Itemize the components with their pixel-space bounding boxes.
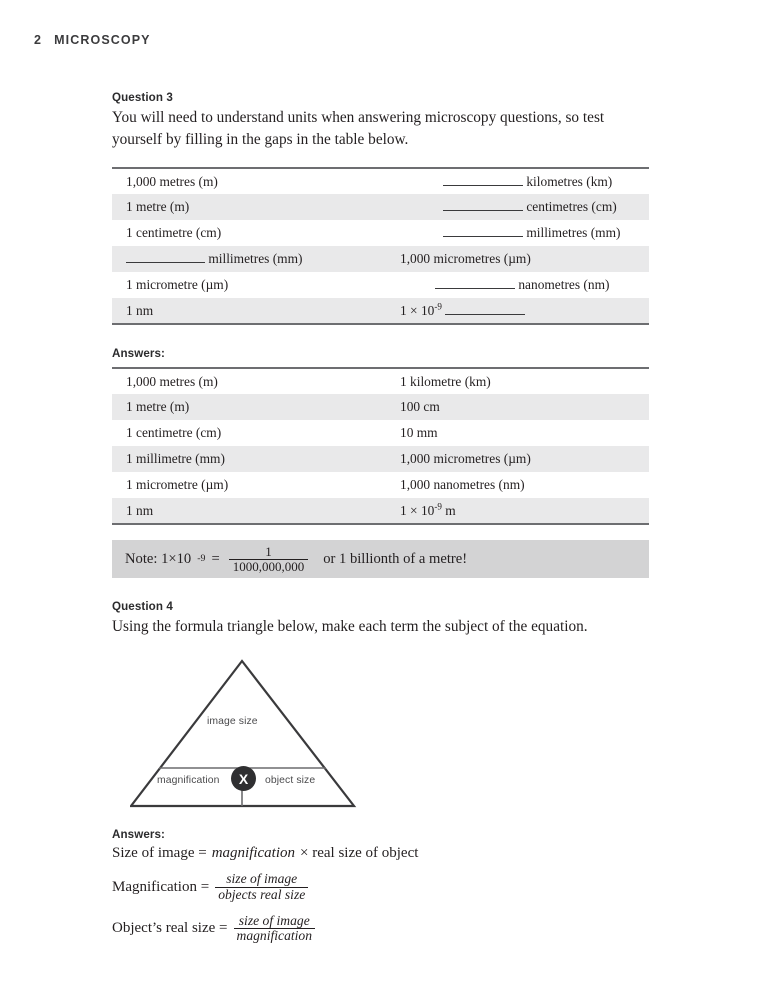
table-row bbox=[112, 298, 649, 324]
question-4-block bbox=[112, 600, 654, 638]
multiply-symbol: X bbox=[238, 770, 249, 787]
cell-left: 1 millimetre (mm) bbox=[112, 446, 389, 472]
note-prefix: Note: 1×10 bbox=[125, 550, 192, 567]
answer-line-size-of-image bbox=[112, 845, 654, 862]
question-3-label: Question 3 bbox=[112, 91, 173, 104]
answer-prefix: Size of image = bbox=[112, 845, 207, 862]
power-base: 1 × 10 bbox=[400, 502, 435, 518]
note-fraction bbox=[229, 545, 309, 573]
table-row bbox=[112, 246, 649, 272]
table-row bbox=[112, 194, 649, 220]
answer-prefix: Object’s real size = bbox=[112, 920, 228, 937]
answer-fraction bbox=[215, 872, 308, 902]
cell-right bbox=[389, 168, 649, 194]
power-base: 1 × 10 bbox=[400, 302, 435, 318]
cell-left bbox=[112, 246, 389, 272]
triangle-label-object-size: object size bbox=[265, 775, 316, 787]
note-suffix: or 1 billionth of a metre! bbox=[323, 550, 468, 567]
cell-left: 1,000 metres (m) bbox=[126, 373, 218, 389]
table-row bbox=[112, 394, 649, 420]
answer-line-magnification bbox=[112, 872, 654, 902]
note-equals: = bbox=[211, 550, 220, 567]
answer-blank[interactable] bbox=[443, 226, 523, 237]
answer-suffix: × real size of object bbox=[300, 845, 419, 862]
unit-label: centimetres (cm) bbox=[526, 199, 617, 215]
triangle-label-image-size: image size bbox=[207, 716, 258, 728]
fraction-denominator: magnification bbox=[234, 928, 316, 944]
cell-right bbox=[389, 298, 649, 324]
cell-right: 10 mm bbox=[400, 425, 438, 441]
cell-right: 100 cm bbox=[389, 394, 649, 420]
cell-right bbox=[389, 498, 649, 524]
answer-prefix: Magnification = bbox=[112, 878, 210, 895]
cell-right: 1,000 nanometres (nm) bbox=[400, 477, 525, 493]
cell-left: 1 nm bbox=[112, 298, 389, 324]
triangle-label-magnification: magnification bbox=[157, 775, 220, 787]
cell-right: 1,000 micrometres (µm) bbox=[389, 246, 649, 272]
fraction-numerator: 1 bbox=[265, 544, 272, 560]
multiply-operator-icon bbox=[231, 766, 256, 791]
question-3-body: You will need to understand units when answering microscopy questions, so test yourself by filling in the gaps in the table below. bbox=[112, 109, 605, 148]
answer-blank[interactable] bbox=[443, 175, 523, 186]
power-exponent: -9 bbox=[434, 501, 442, 512]
page-number: 2 bbox=[34, 33, 42, 47]
table-row bbox=[112, 368, 649, 394]
formula-triangle-diagram bbox=[130, 656, 375, 819]
table-row bbox=[112, 272, 649, 298]
unit-label: millimetres (mm) bbox=[208, 251, 303, 267]
fraction-numerator: size of image bbox=[238, 912, 310, 928]
fraction-numerator: size of image bbox=[226, 871, 298, 887]
power-exponent: -9 bbox=[434, 301, 442, 312]
fraction-denominator: objects real size bbox=[215, 887, 308, 903]
table-row bbox=[112, 168, 649, 194]
cell-right: 1,000 micrometres (µm) bbox=[389, 446, 649, 472]
cell-left: 1 micrometre (µm) bbox=[126, 277, 229, 293]
triangle-svg bbox=[130, 656, 375, 811]
fraction-denominator: 1000,000,000 bbox=[229, 559, 309, 574]
page-content bbox=[112, 91, 654, 944]
answer-blank[interactable] bbox=[126, 252, 205, 263]
cell-left: 1 metre (m) bbox=[112, 194, 389, 220]
cell-left: 1 metre (m) bbox=[112, 394, 389, 420]
cell-right bbox=[389, 220, 649, 246]
question-4-label: Question 4 bbox=[112, 600, 173, 614]
power-unit: m bbox=[441, 502, 456, 518]
answer-blank[interactable] bbox=[435, 278, 515, 289]
answer-blank[interactable] bbox=[445, 304, 525, 315]
cell-left: 1 micrometre (µm) bbox=[126, 477, 229, 493]
unit-label: kilometres (km) bbox=[526, 173, 613, 189]
units-fill-in-table bbox=[112, 167, 649, 325]
answer-blank[interactable] bbox=[443, 200, 523, 211]
table-row bbox=[112, 472, 649, 498]
table-row bbox=[112, 446, 649, 472]
page-running-header bbox=[34, 33, 151, 47]
section-title: MICROSCOPY bbox=[54, 33, 151, 47]
cell-left: 1 nm bbox=[112, 498, 389, 524]
table-row bbox=[112, 220, 649, 246]
question-3-block bbox=[112, 91, 654, 150]
answers-label-formula: Answers: bbox=[112, 828, 165, 842]
units-answers-table bbox=[112, 367, 649, 525]
answer-fraction bbox=[234, 914, 316, 944]
question-4-body: Using the formula triangle below, make each term the subject of the equation. bbox=[112, 618, 588, 636]
cell-left: 1,000 metres (m) bbox=[126, 173, 218, 189]
note-callout bbox=[112, 540, 649, 578]
answer-line-object-real-size bbox=[112, 914, 654, 944]
answers-label-units: Answers: bbox=[112, 347, 165, 361]
cell-right bbox=[389, 272, 649, 298]
unit-label: millimetres (mm) bbox=[526, 225, 621, 241]
cell-right: 1 kilometre (km) bbox=[400, 373, 491, 389]
table-row bbox=[112, 498, 649, 524]
cell-left: 1 centimetre (cm) bbox=[126, 225, 222, 241]
answer-italic-term: magnification bbox=[211, 845, 296, 862]
table-row bbox=[112, 420, 649, 446]
unit-label: nanometres (nm) bbox=[518, 277, 610, 293]
cell-right bbox=[389, 194, 649, 220]
cell-left: 1 centimetre (cm) bbox=[126, 425, 222, 441]
note-equation: Note: 1×10 -9 = $\frac{1}{1000,000,000}$ or 1 billionth of a metre! bbox=[125, 544, 468, 574]
